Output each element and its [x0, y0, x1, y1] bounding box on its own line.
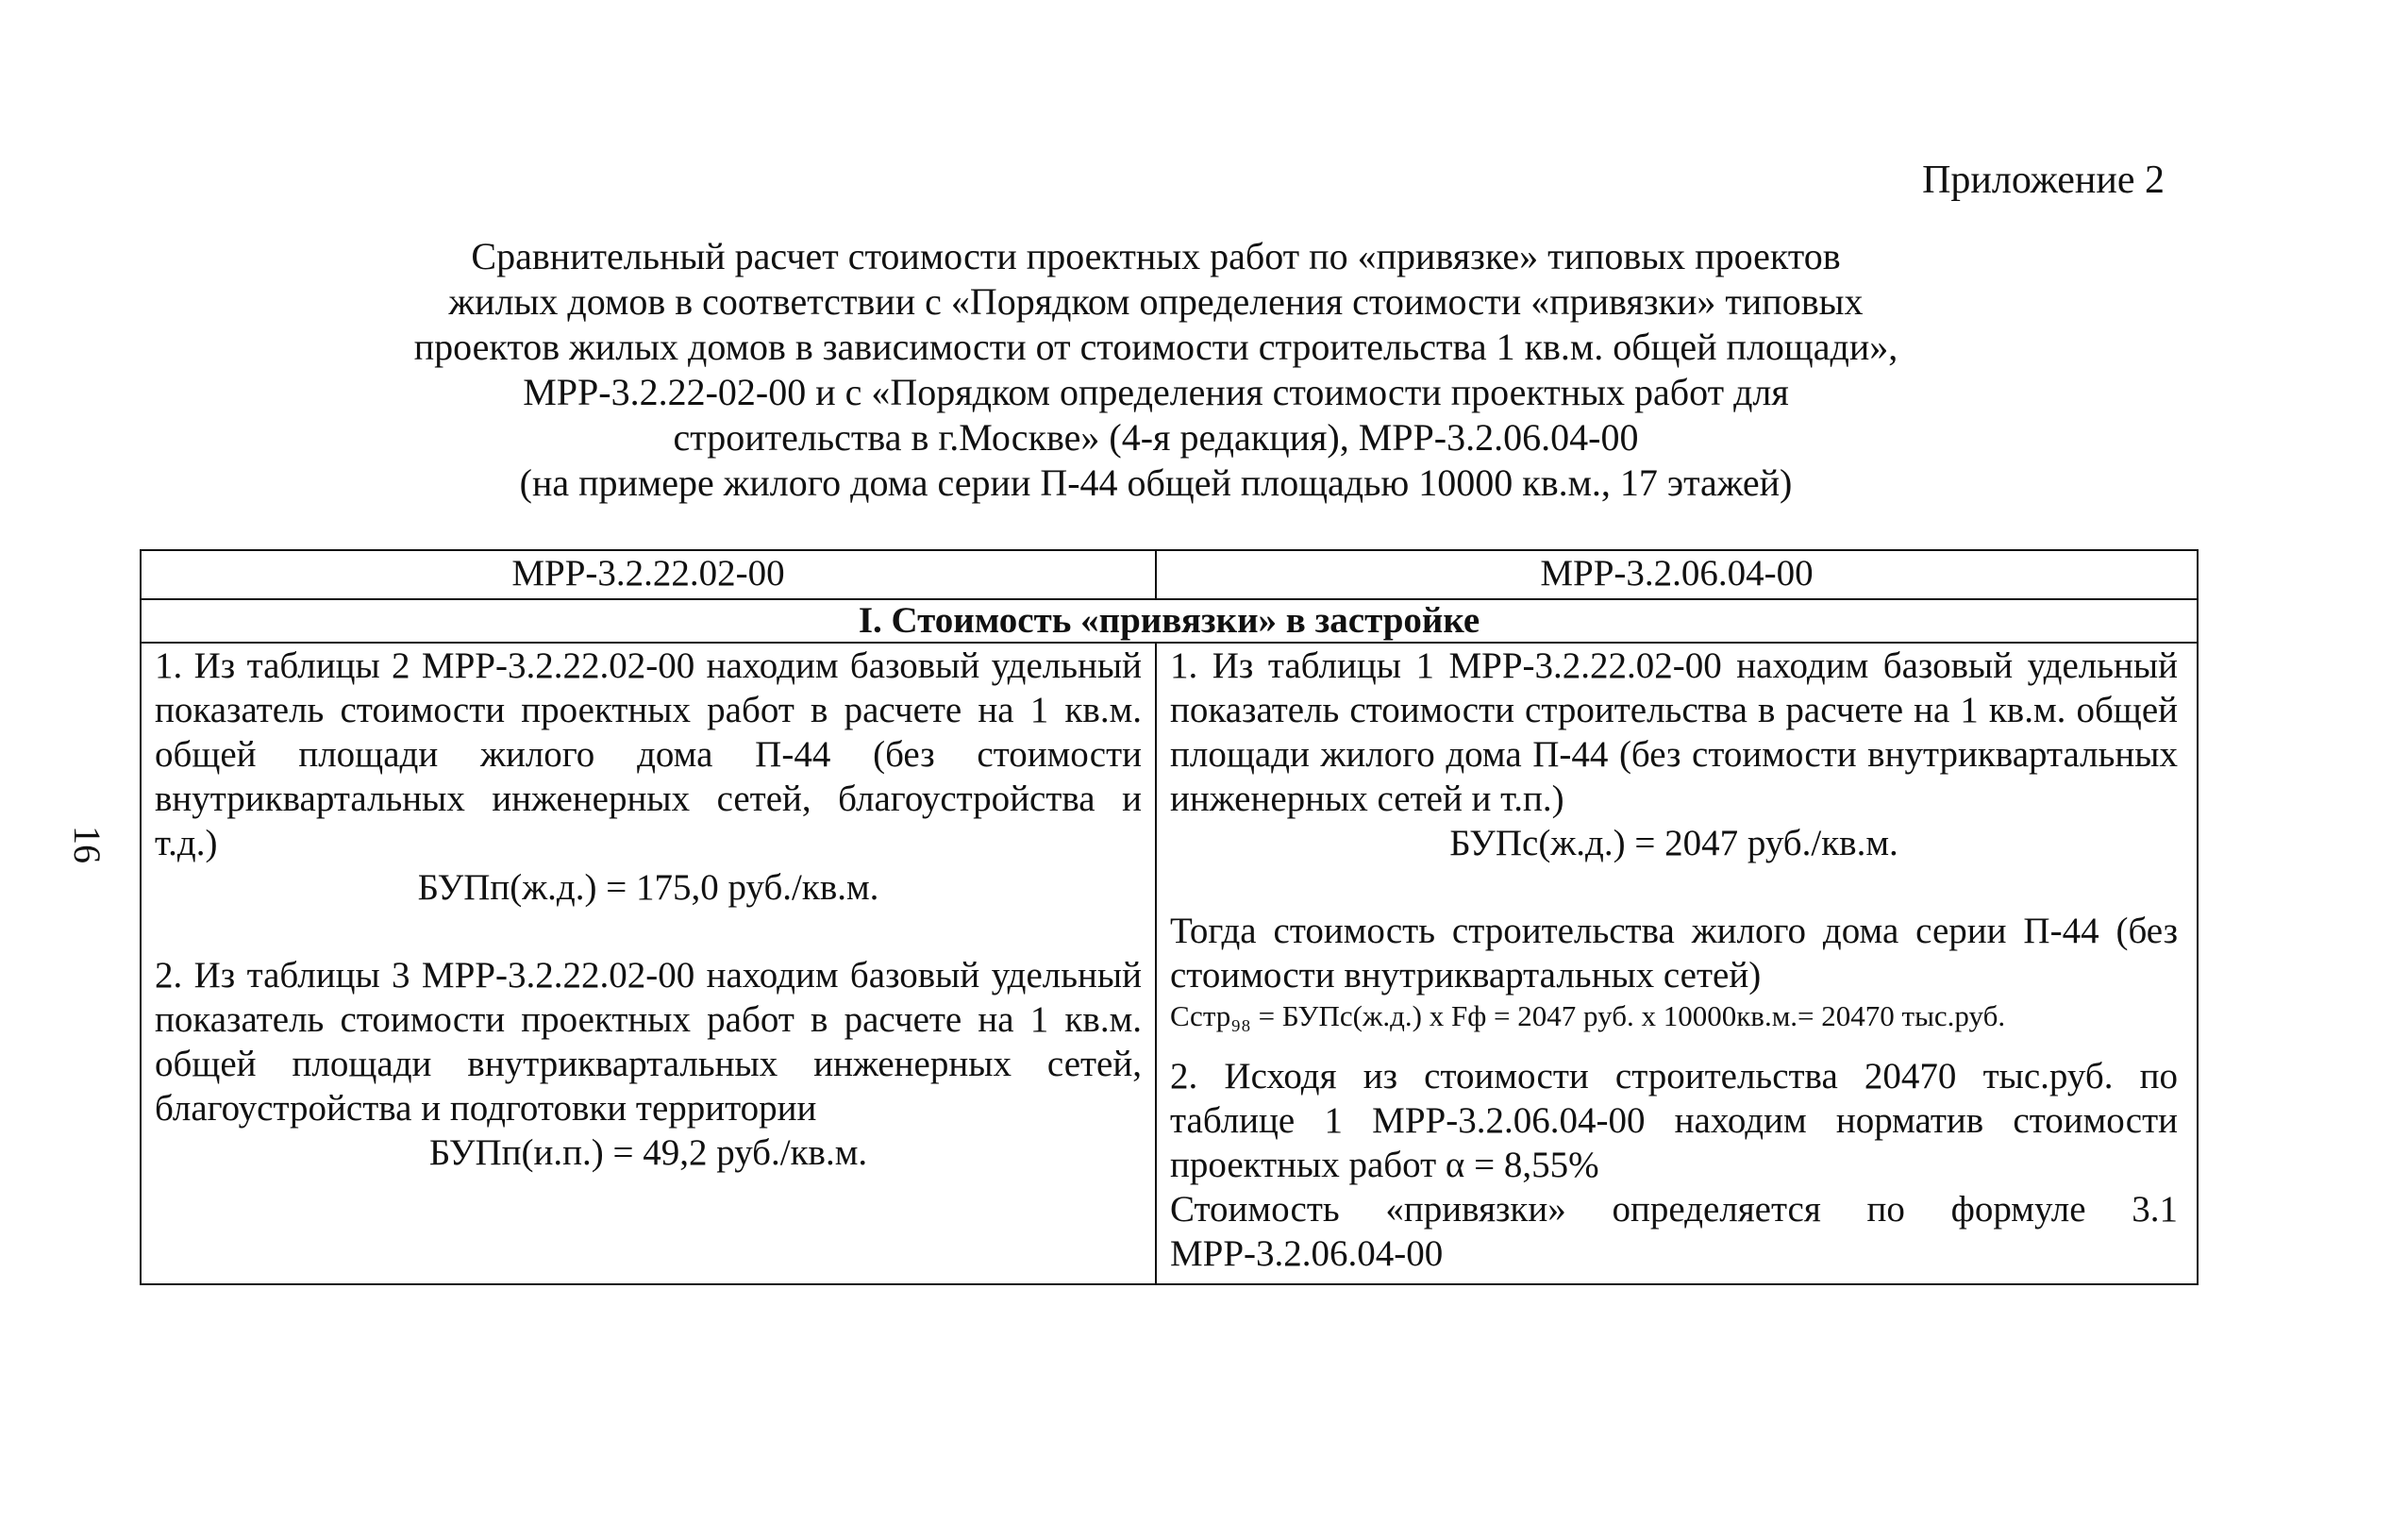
title-line: (на примере жилого дома серии П-44 общей площадью 10000 кв.м., 17 этажей): [519, 461, 1793, 504]
right-content: [1170, 644, 2178, 1276]
title-line: жилых домов в соответствии с «Порядком определения стоимости «привязки» типовых: [448, 280, 1864, 323]
table-row: [141, 643, 2198, 1284]
appendix-label: Приложение 2: [1922, 159, 2165, 202]
right-cell: [1156, 643, 2198, 1284]
table-header-row: [141, 550, 2198, 599]
page-number: 16: [66, 826, 109, 863]
title-line: строительства в г.Москве» (4-я редакция), МРР-3.2.06.04-00: [673, 416, 1639, 459]
title-line: МРР-3.2.22-02-00 и с «Порядком определения стоимости проектных работ для: [523, 371, 1789, 413]
section-row: [141, 599, 2198, 643]
right-paragraph-2: Тогда стоимость строительства жилого дома серии П-44 (без стоимости внутриквартальных сетей): [1170, 911, 2178, 996]
document-title: [340, 234, 1972, 506]
right-paragraph-1: 1. Из таблицы 1 МРР-3.2.22.02-00 находим базовый удельный показатель стоимости строительства в расчете на 1 кв.м. общей площади жилого дома П-44 (без стоимости внутриквартальных инженерных сетей и т.п.): [1170, 645, 2178, 819]
right-paragraph-3: 2. Исходя из стоимости строительства 20470 тыс.руб. по таблице 1 МРР-3.2.06.04-00 находим норматив стоимости проектных работ α = 8,55%: [1170, 1056, 2178, 1185]
left-formula-2: БУПп(и.п.) = 49,2 руб./кв.м.: [428, 1132, 868, 1173]
title-line: проектов жилых домов в зависимости от стоимости строительства 1 кв.м. общей площади»,: [413, 326, 1898, 368]
right-formula-2: Сстр₉₈ = БУПс(ж.д.) х Fф = 2047 руб. х 10000кв.м.= 20470 тыс.руб.: [1170, 999, 2006, 1032]
left-paragraph-1: 1. Из таблицы 2 МРР-3.2.22.02-00 находим базовый удельный показатель стоимости проектных работ в расчете на 1 кв.м. общей площади жилого дома П-44 (без стоимости внутриквартальных инженерных сетей, благоустройства и т.д.): [155, 645, 1142, 863]
right-formula-1: БУПс(ж.д.) = 2047 руб./кв.м.: [1449, 823, 1898, 863]
right-paragraph-4: Стоимость «привязки» определяется по формуле 3.1 МРР-3.2.06.04-00: [1170, 1189, 2178, 1274]
section-title: I. Стоимость «привязки» в застройке: [141, 599, 2198, 643]
title-line: Сравнительный расчет стоимости проектных работ по «привязке» типовых проектов: [471, 235, 1841, 277]
left-cell: [141, 643, 1156, 1284]
header-left: МРР-3.2.22.02-00: [141, 550, 1156, 599]
left-content: [155, 644, 1142, 1175]
comparison-table: [140, 549, 2199, 1285]
left-paragraph-2: 2. Из таблицы 3 МРР-3.2.22.02-00 находим базовый удельный показатель стоимости проектных работ в расчете на 1 кв.м. общей площади внутриквартальных инженерных сетей, благоустройства и подготовки территории: [155, 955, 1142, 1129]
header-right: МРР-3.2.06.04-00: [1156, 550, 2198, 599]
left-formula-1: БУПп(ж.д.) = 175,0 руб./кв.м.: [417, 867, 879, 908]
